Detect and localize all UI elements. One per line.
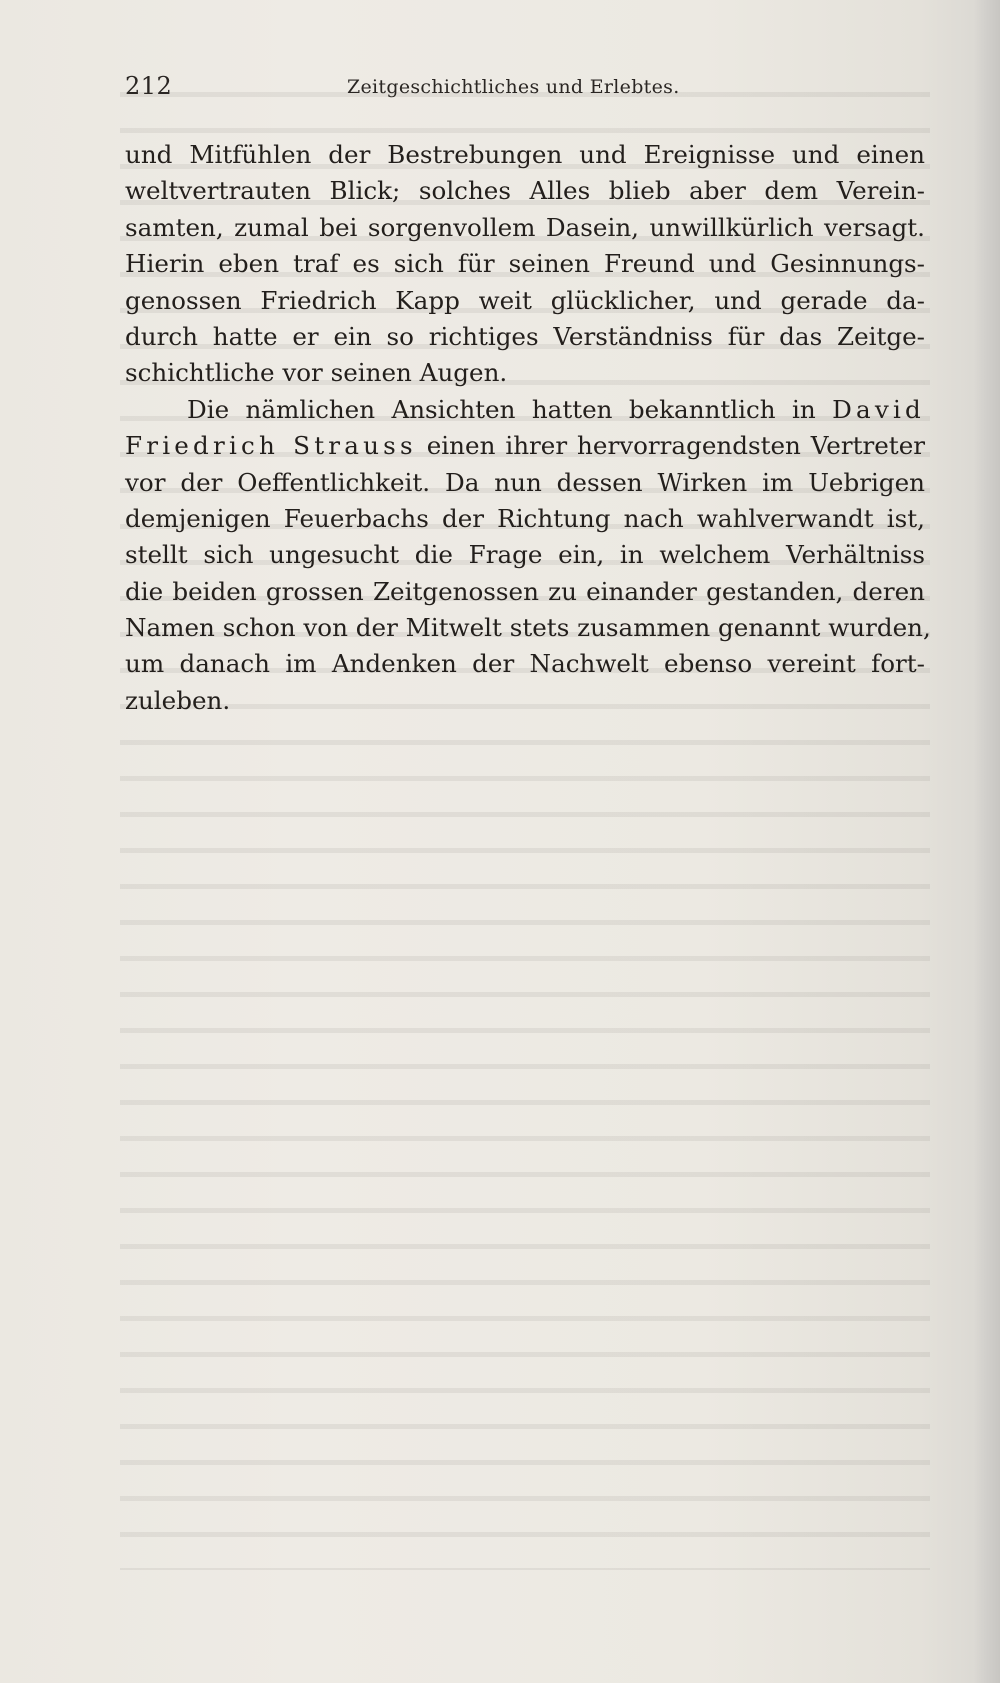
- text-line: stellt sich ungesucht die Frage ein, in welchem Verhältniss: [125, 540, 925, 570]
- text-line: zuleben.: [125, 685, 231, 715]
- body-text: [125, 137, 931, 719]
- text-line: samten, zumal bei sorgenvollem Dasein, unwillkürlich versagt.: [125, 212, 925, 242]
- text-line: weltvertrauten Blick; solches Alles blieb aber dem Verein-: [125, 176, 925, 206]
- paragraph-1: [125, 137, 925, 392]
- text-line: schichtliche vor seinen Augen.: [125, 358, 508, 388]
- text-segment: einen ihrer hervorragendsten Vertreter: [426, 431, 926, 461]
- text-line: Namen schon von der Mitwelt stets zusammen genannt wurden,: [125, 613, 931, 643]
- text-segment: Die nämlichen Ansichten hatten bekanntlich in: [187, 394, 816, 424]
- text-line: demjenigen Feuerbachs der Richtung nach wahlverwandt ist,: [125, 503, 925, 533]
- page-number: 212: [125, 72, 173, 100]
- spaced-name: Friedrich Strauss: [125, 431, 417, 461]
- page-header: [125, 72, 925, 112]
- text-line: [125, 392, 925, 428]
- paragraph-2: [125, 392, 931, 720]
- text-line: durch hatte er ein so richtiges Verständniss für das Zeitge-: [125, 321, 925, 351]
- text-line: um danach im Andenken der Nachwelt ebenso vereint fort-: [125, 649, 925, 679]
- text-line: Hierin eben traf es sich für seinen Freund und Gesinnungs-: [125, 249, 925, 279]
- text-line: genossen Friedrich Kapp weit glücklicher, und gerade da-: [125, 285, 925, 315]
- page-edge-shadow: [974, 0, 1000, 1683]
- text-line: die beiden grossen Zeitgenossen zu einander gestanden, deren: [125, 576, 925, 606]
- text-line: und Mitfühlen der Bestrebungen und Ereignisse und einen: [125, 140, 925, 169]
- text-line: [125, 428, 925, 464]
- text-line: vor der Oeffentlichkeit. Da nun dessen Wirken im Uebrigen: [125, 467, 925, 497]
- spaced-name: David: [832, 394, 925, 424]
- running-head: Zeitgeschichtliches und Erlebtes.: [347, 76, 680, 98]
